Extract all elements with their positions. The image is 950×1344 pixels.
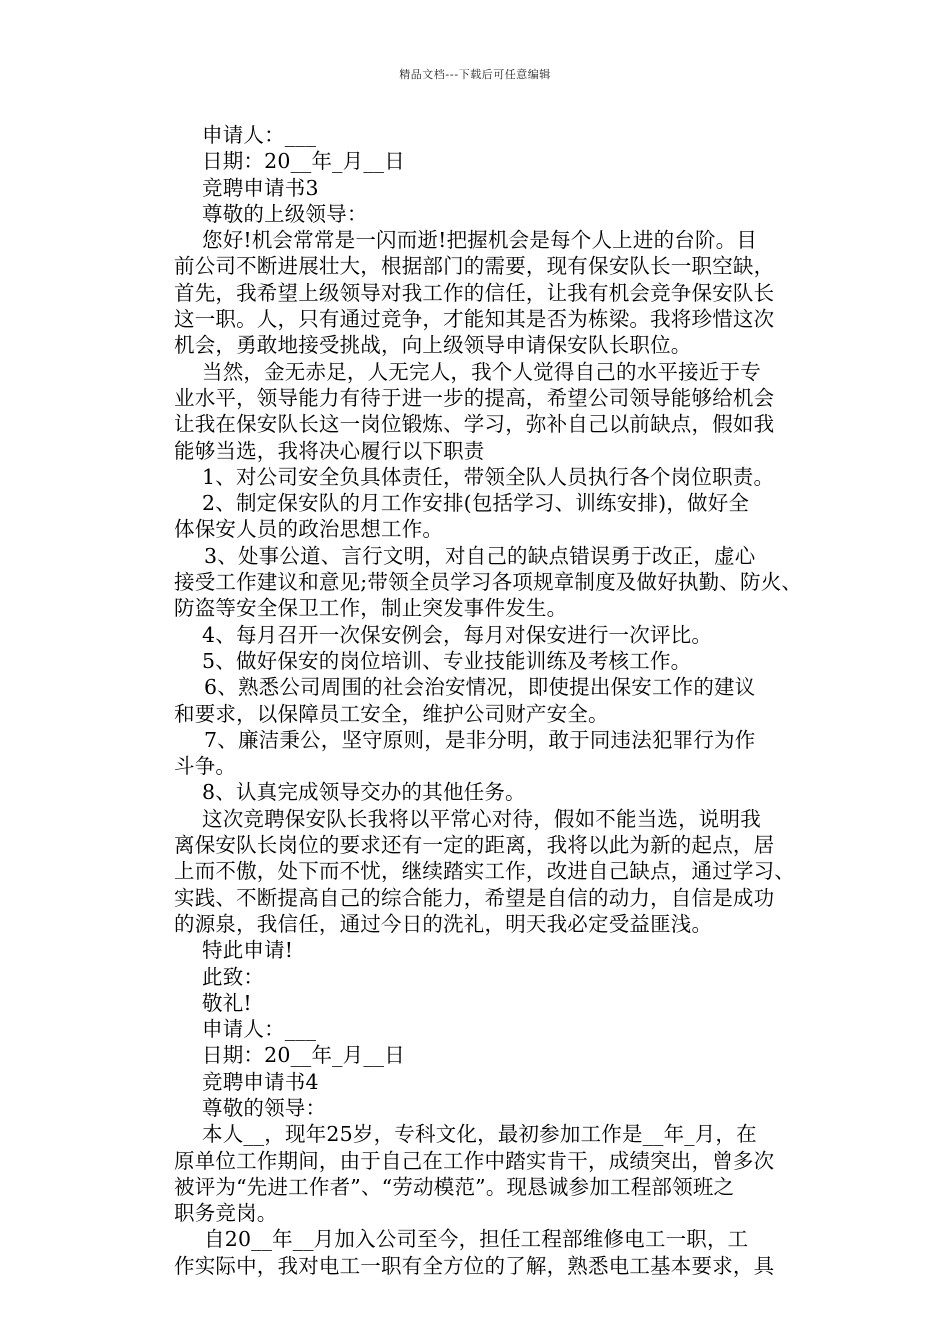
text-line: 7、廉洁秉公，坚守原则，是非分明，敢于同违法犯罪行为作	[204, 727, 756, 752]
text-line: 竞聘申请书4	[202, 1069, 319, 1094]
text-line: 这次竞聘保安队长我将以平常心对待，假如不能当选，说明我	[202, 806, 761, 831]
text-line: 上而不傲，处下而不忧，继续踏实工作，改进自己缺点，通过学习、	[174, 859, 795, 884]
text-line: 机会，勇敢地接受挑战，向上级领导申请保安队长职位。	[174, 333, 692, 358]
text-line: 和要求，以保障员工安全，维护公司财产安全。	[174, 701, 609, 726]
text-line: 申请人：___	[202, 1017, 317, 1042]
text-line: 申请人：___	[202, 123, 317, 147]
text-line: 能够当选，我将决心履行以下职责	[174, 438, 485, 463]
text-line: 这一职。人，只有通过竞争，才能知其是否为栋梁。我将珍惜这次	[174, 307, 775, 332]
text-line: 1、对公司安全负具体责任，带领全队人员执行各个岗位职责。	[202, 464, 775, 489]
text-line: 接受工作建议和意见;带领全员学习各项规章制度及做好执勤、防火、	[174, 570, 803, 595]
text-line: 离保安队长岗位的要求还有一定的距离，我将以此为新的起点，居	[174, 833, 775, 858]
text-line: 敬礼!	[202, 990, 252, 1015]
text-line: 6、熟悉公司周围的社会治安情况，即使提出保安工作的建议	[204, 675, 756, 700]
text-line: 日期：20__年_月__日	[202, 1043, 405, 1068]
text-line: 首先，我希望上级领导对我工作的信任，让我有机会竞争保安队长	[174, 280, 775, 305]
text-line: 斗争。	[174, 754, 237, 779]
text-line: 职务竞岗。	[174, 1201, 278, 1226]
text-line: 实践、不断提高自己的综合能力，希望是自信的动力，自信是成功	[174, 885, 775, 910]
text-line: 此致：	[202, 964, 265, 989]
text-line: 8、认真完成领导交办的其他任务。	[202, 780, 526, 805]
text-line: 体保安人员的政治思想工作。	[174, 517, 444, 542]
text-line: 本人__，现年25岁，专科文化，最初参加工作是__年_月，在	[202, 1122, 757, 1147]
page-header: 精品文档---下载后可任意编辑	[399, 68, 551, 81]
text-line: 原单位工作期间，由于自己在工作中踏实肯干，成绩突出，曾多次	[174, 1148, 775, 1173]
document-body	[174, 122, 814, 1279]
text-line: 尊敬的领导：	[202, 1095, 327, 1120]
text-line: 前公司不断进展壮大，根据部门的需要，现有保安队长一职空缺，	[174, 254, 775, 279]
text-line: 2、制定保安队的月工作安排(包括学习、训练安排)，做好全	[202, 491, 750, 516]
text-line: 5、做好保安的岗位培训、专业技能训练及考核工作。	[202, 648, 692, 673]
text-line: 被评为“先进工作者”、“劳动模范”。现恳诚参加工程部领班之	[174, 1174, 735, 1199]
text-line: 业水平，领导能力有待于进一步的提高，希望公司领导能够给机会	[174, 385, 775, 410]
text-line: 当然，金无赤足，人无完人，我个人觉得自己的水平接近于专	[202, 359, 761, 384]
text-line: 的源泉，我信任，通过今日的洗礼，明天我必定受益匪浅。	[174, 911, 713, 936]
text-line: 3、处事公道、言行文明，对自己的缺点错误勇于改正，虚心	[204, 543, 756, 568]
text-line: 4、每月召开一次保安例会，每月对保安进行一次评比。	[202, 622, 713, 647]
text-line: 特此申请!	[202, 938, 294, 963]
text-line: 防盗等安全保卫工作，制止突发事件发生。	[174, 596, 568, 621]
text-line: 作实际中，我对电工一职有全方位的了解，熟悉电工基本要求，具	[174, 1253, 775, 1278]
text-line: 您好!机会常常是一闪而逝!把握机会是每个人上进的台阶。目	[202, 228, 758, 253]
text-line: 日期：20__年_月__日	[202, 149, 405, 174]
text-line: 自20__年__月加入公司至今，担任工程部维修电工一职，工	[204, 1227, 749, 1252]
text-line: 尊敬的上级领导：	[202, 201, 368, 226]
text-line: 让我在保安队长这一岗位锻炼、学习，弥补自己以前缺点，假如我	[174, 412, 775, 437]
text-line: 竞聘申请书3	[202, 175, 319, 200]
